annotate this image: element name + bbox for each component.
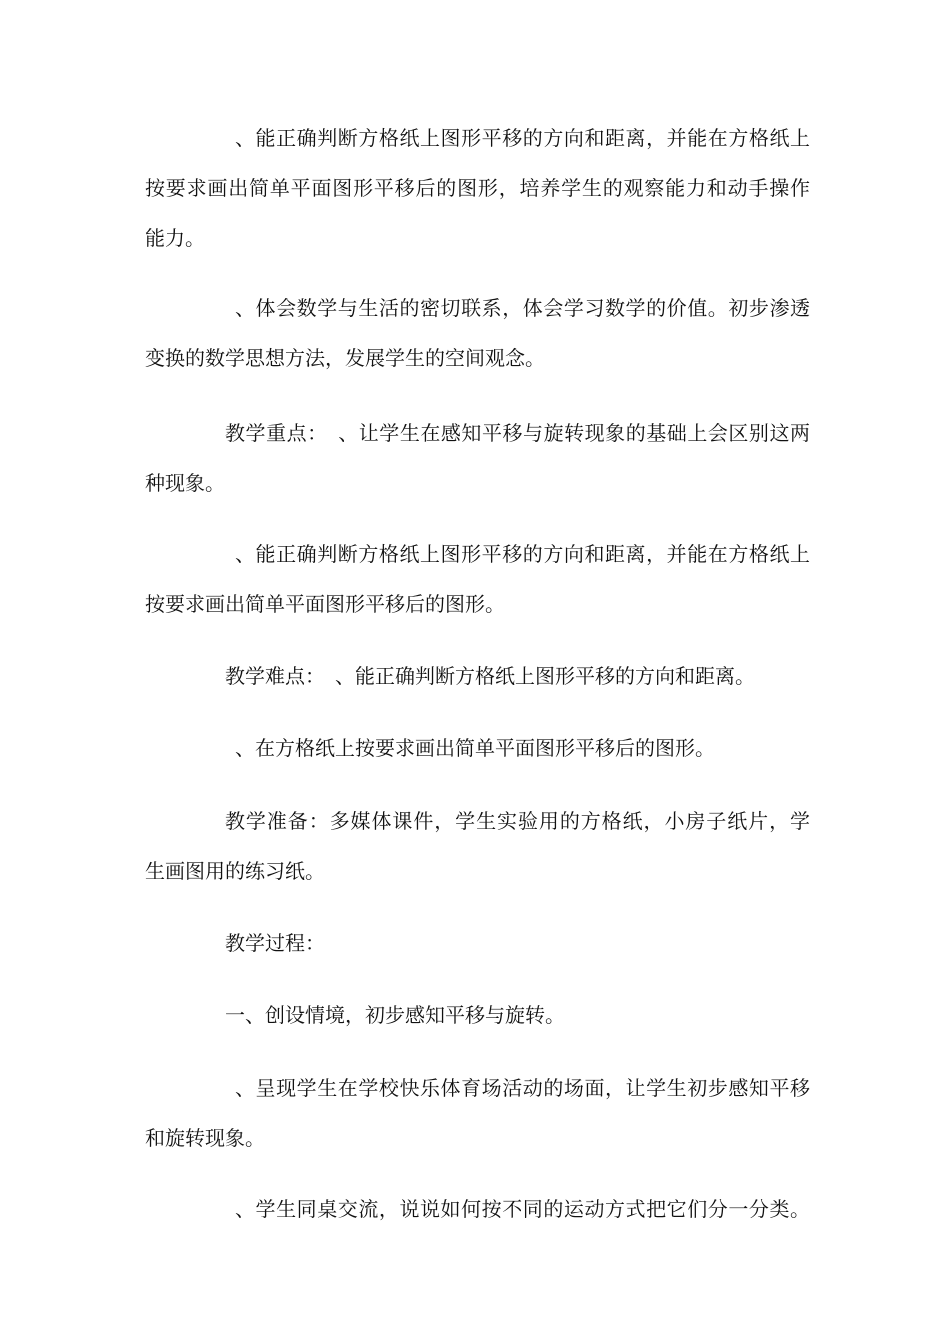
- text-line: 能力。: [145, 226, 205, 250]
- text-line: 变换的数学思想方法，发展学生的空间观念。: [145, 346, 545, 370]
- text-line: 、学生同桌交流，说说如何按不同的运动方式把它们分一分类。: [235, 1197, 810, 1221]
- paragraph-difficulties: [145, 651, 810, 701]
- section-heading-1: [145, 990, 810, 1040]
- paragraph-process-heading: [145, 918, 810, 968]
- text-line: 教学过程：: [225, 931, 325, 955]
- text-line: 生画图用的练习纸。: [145, 859, 325, 883]
- text-line: 一、创设情境，初步感知平移与旋转。: [225, 1003, 565, 1027]
- paragraph-key-points: [145, 408, 810, 508]
- text-line: 教学准备：多媒体课件，学生实验用的方格纸，小房子纸片，学: [225, 809, 810, 833]
- paragraph-step-2: [145, 1184, 810, 1234]
- paragraph-step-1: [145, 1063, 810, 1163]
- text-line: 、在方格纸上按要求画出简单平面图形平移后的图形。: [235, 736, 715, 760]
- text-line: 教学难点： 、能正确判断方格纸上图形平移的方向和距离。: [225, 664, 755, 688]
- text-line: 、体会数学与生活的密切联系，体会学习数学的价值。初步渗透: [235, 296, 810, 320]
- paragraph-objective-2: [145, 113, 810, 263]
- paragraph-difficulty-2: [145, 723, 810, 773]
- text-line: 按要求画出简单平面图形平移后的图形，培养学生的观察能力和动手操作: [145, 176, 810, 200]
- paragraph-preparation: [145, 796, 810, 896]
- text-line: 种现象。: [145, 471, 225, 495]
- text-line: 按要求画出简单平面图形平移后的图形。: [145, 592, 505, 616]
- text-line: 和旋转现象。: [145, 1126, 265, 1150]
- text-line: 、呈现学生在学校快乐体育场活动的场面，让学生初步感知平移: [235, 1076, 810, 1100]
- text-line: 、能正确判断方格纸上图形平移的方向和距离，并能在方格纸上: [235, 126, 810, 150]
- paragraph-key-point-2: [145, 529, 810, 629]
- text-line: 、能正确判断方格纸上图形平移的方向和距离，并能在方格纸上: [235, 542, 810, 566]
- paragraph-objective-3: [145, 283, 810, 383]
- text-line: 教学重点： 、让学生在感知平移与旋转现象的基础上会区别这两: [225, 421, 810, 445]
